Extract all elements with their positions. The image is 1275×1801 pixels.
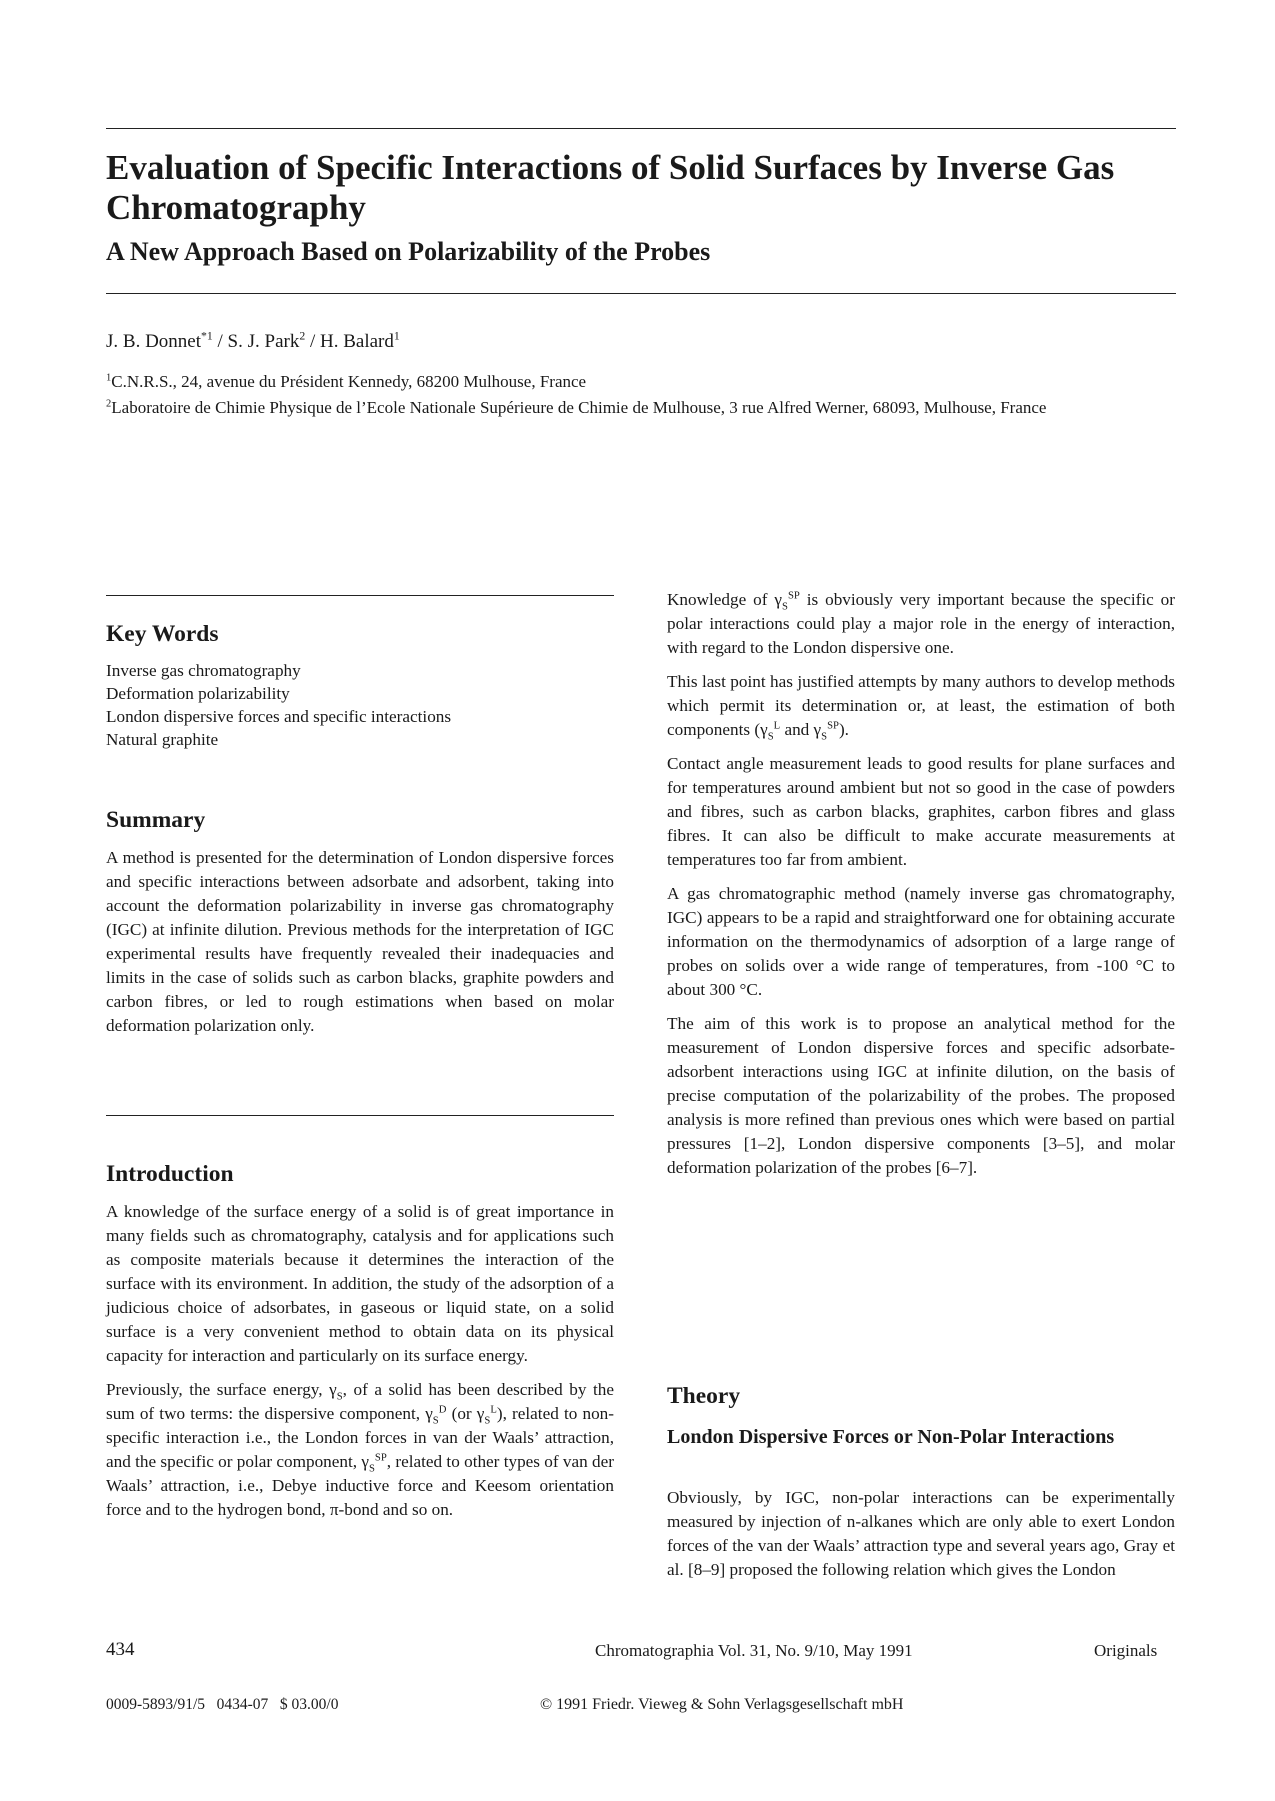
affiliation-text: C.N.R.S., 24, avenue du Président Kennedy, 68200 Mulhouse, France [111,372,587,391]
author-line [106,330,400,354]
author-separator: / [305,331,321,352]
body-paragraph: Contact angle measurement leads to good results for plane surfaces and for temperatures around ambient but not so good in the case of powders and fibres, such as carbon blacks, graphites, carbon fibres and glass fibres. It can also be difficult to make accurate measurements at temperatures too far from ambient. [667,754,1175,869]
introduction-top-rule [106,1115,614,1116]
copyright-notice: © 1991 Friedr. Vieweg & Sohn Verlagsgesellschaft mbH [540,1696,904,1713]
subscript: S [782,601,788,613]
key-word-item: London dispersive forces and specific interactions [106,707,452,726]
subscript: S [484,1415,491,1427]
introduction-paragraph: A knowledge of the surface energy of a solid is of great importance in many fields such as chromatography, catalysis and for applications such as composite materials because it determines the interaction of the surface with its environment. In addition, the study of the adsorption of a judicious choice of adsorbates, in gaseous or liquid state, on a solid surface is a very convenient method to obtain data on its physical capacity for interaction and particularly on its surface energy. [106,1202,614,1365]
summary-heading: Summary [106,807,206,833]
theory-subheading: London Dispersive Forces or Non-Polar Interactions [667,1426,1115,1448]
article-code: 0009-5893/91/5 0434-07 $ 03.00/0 [106,1696,339,1713]
author-name: H. Balard [320,331,394,352]
journal-citation: Chromatographia Vol. 31, No. 9/10, May 1991 [595,1641,913,1660]
section-label: Originals [1094,1641,1158,1660]
affiliation-text: Laboratoire de Chimie Physique de l’Ecole Nationale Supérieure de Chimie de Mulhouse, 3 rue Alfred Werner, 68093, Mulhouse, France [111,398,1047,417]
key-word-item: Natural graphite [106,730,219,749]
text-run: (or γ [446,1404,485,1423]
title-bottom-rule [106,293,1176,294]
key-word-item: Deformation polarizability [106,684,290,703]
text-run: , of a solid has been described by the sum of two terms: the dispersive component, γ [106,1380,614,1423]
summary-body [106,846,614,1048]
article-title: Evaluation of Specific Interactions of Solid Surfaces by Inverse Gas Chromatography [106,148,1115,227]
page-number: 434 [106,1639,135,1660]
superscript: L [773,720,781,732]
affiliation [106,397,1186,419]
text-run: Knowledge of γ [667,590,782,609]
text-run: , related to other types of van der Waals’ attraction, i.e., Debye inductive force and Keesom orientation force and to the hydrogen bond, π-bond and so on. [106,1452,614,1519]
key-word-item: Inverse gas chromatography [106,661,301,680]
introduction-heading: Introduction [106,1161,234,1187]
text-run: Previously, the surface energy, γ [106,1380,337,1399]
introduction-paragraph [106,1378,614,1522]
text-run: ), related to non-specific interaction i.e., the London forces in van der Waals’ attraction, and the specific or polar component, γ [106,1404,614,1471]
affiliation [106,371,1186,393]
author-separator: / [212,331,228,352]
affiliation-mark: 1 [106,372,112,384]
text-run: ). [838,720,849,739]
body-paragraph [667,670,1175,742]
body-paragraph [667,588,1175,660]
text-run: This last point has justified attempts by many authors to develop methods which permit its determination or, at least, the estimation of both components (γ [667,672,1175,739]
theory-paragraph: Obviously, by IGC, non-polar interactions can be experimentally measured by injection of n-alkanes which are only able to exert London forces of the van der Waals’ attraction type and several years ago, Gray et al. [8–9] proposed the following relation which gives the London [667,1488,1175,1579]
key-words-list [106,659,451,751]
body-paragraph: The aim of this work is to propose an analytical method for the measurement of London dispersive forces and specific adsorbate-adsorbent interactions using IGC at infinite dilution, on the basis of precise computation of the polarizability of the probes. The proposed analysis is more refined than previous ones which were based on partial pressures [1–2], London dispersive components [3–5], and molar deformation polarization of the probes [6–7]. [667,1014,1175,1177]
superscript: SP [827,720,839,732]
article-subtitle: A New Approach Based on Polarizability of the Probes [106,237,711,266]
superscript: D [438,1404,447,1416]
author-affiliation-mark: 1 [393,329,400,343]
superscript: L [490,1404,497,1416]
text-run: and γ [780,720,822,739]
key-words-heading: Key Words [106,621,219,647]
body-paragraph: A gas chromatographic method (namely inverse gas chromatography, IGC) appears to be a rapid and straightforward one for obtaining accurate information on the thermodynamics of adsorption of a large range of probes on solids over a wide range of temperatures, from -100 °C to about 300 °C. [667,884,1175,999]
superscript: SP [787,590,800,602]
superscript: SP [374,1452,387,1464]
subscript: S [767,731,774,743]
top-rule [106,128,1176,129]
author-affiliation-mark: *1 [201,329,213,343]
subscript: S [821,731,828,743]
introduction-body [106,1200,614,1532]
summary-paragraph: A method is presented for the determination of London dispersive forces and specific interactions between adsorbate and adsorbent, taking into account the deformation polarizability in inverse gas chromatography (IGC) at infinite dilution. Previous methods for the interpretation of IGC experimental results have frequently revealed their inadequacies and limits in the case of solids such as carbon blacks, graphite powders and carbon fibres, or led to rough estimations when based on molar deformation polarization only. [106,848,614,1035]
text-run: is obviously very important because the specific or polar interactions could play a major role in the energy of interaction, with regard to the London dispersive one. [667,590,1175,657]
theory-body [667,1486,1175,1592]
subscript: S [432,1415,439,1427]
right-column-body [667,588,1175,1190]
key-words-top-rule [106,595,614,596]
theory-heading: Theory [667,1383,741,1409]
author-name: S. J. Park [227,331,300,352]
subscript: S [368,1463,375,1475]
author-name: J. B. Donnet [106,331,201,352]
subscript: S [336,1391,343,1403]
author-affiliation-mark: 2 [299,329,306,343]
affiliation-mark: 2 [106,398,112,410]
